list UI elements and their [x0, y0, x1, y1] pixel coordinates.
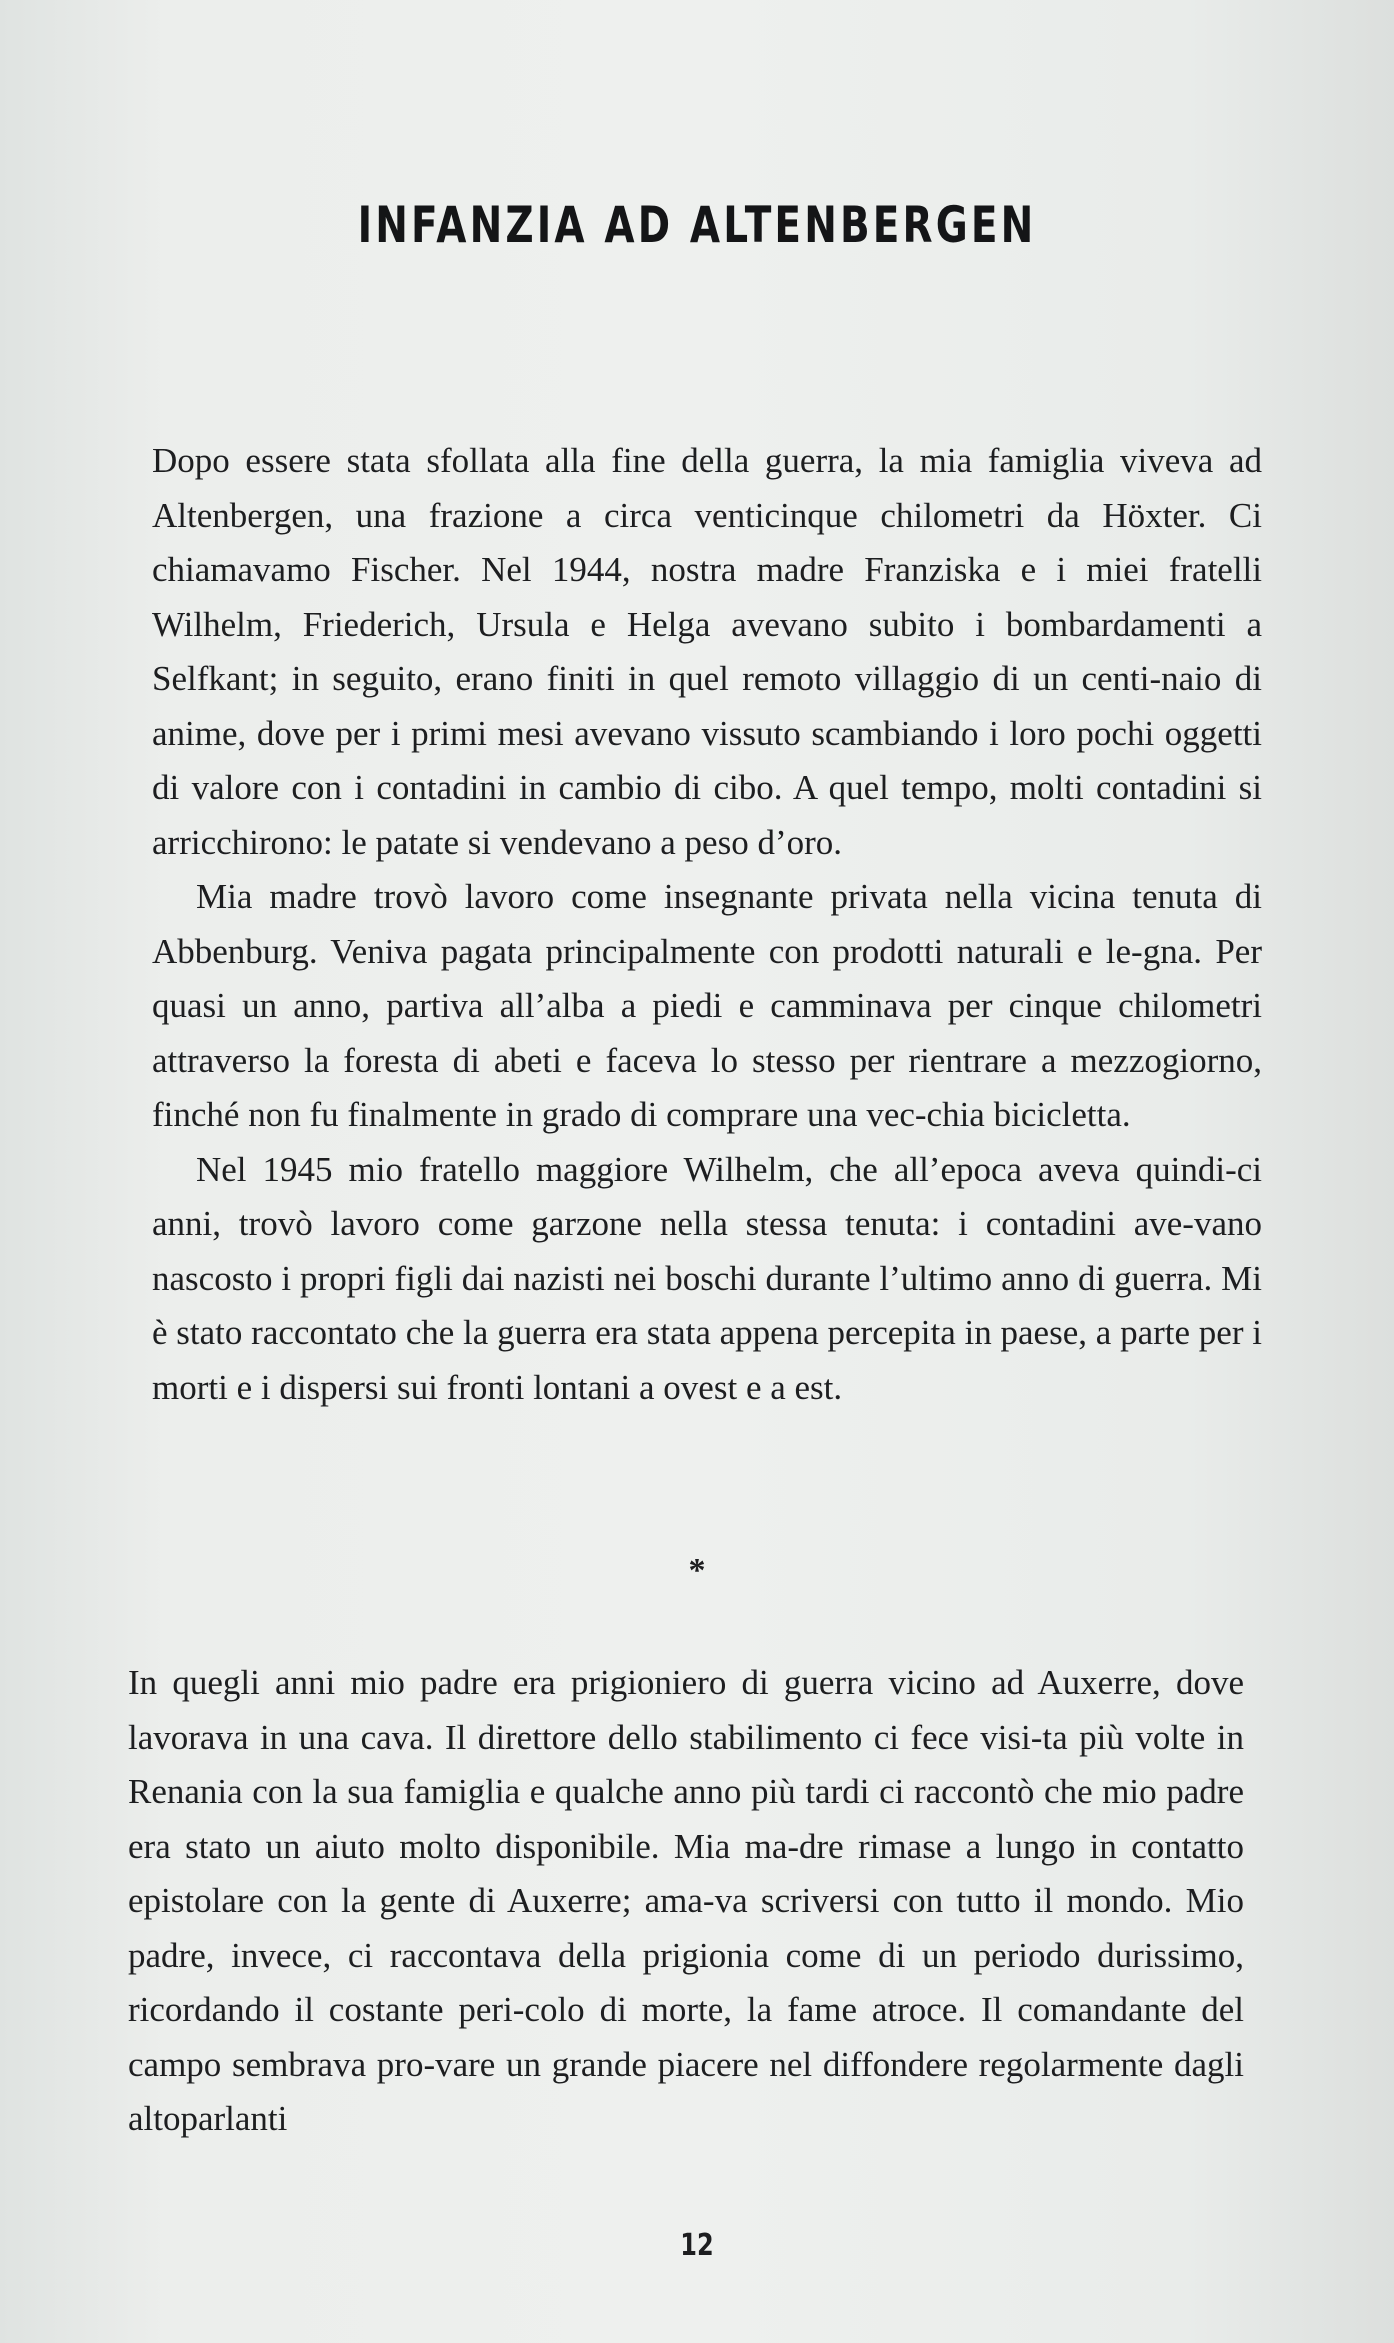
section-separator: * [688, 1552, 706, 1589]
chapter-title: INFANZIA AD ALTENBERGEN [357, 196, 1037, 254]
paragraph: Dopo essere stata sfollata alla fine della guerra, la mia famiglia viveva ad Altenbergen, una frazione a circa venticinque chilometri da Höxter. Ci chiamavamo Fischer. Nel 1944, nostra madre Franziska e i miei fratelli Wilhelm, Friederich, Ursula e Helga avevano subito i bombardamenti a Selfkant; in seguito, erano finiti in quel remoto villaggio di un centi-naio di anime, dove per i primi mesi avevano vissuto scambiando i loro pochi oggetti di valore con i contadini in cambio di cibo. A quel tempo, molti contadini si arricchirono: le patate si vendevano a peso d’oro. [152, 441, 1262, 862]
section-1-text [152, 434, 1262, 1415]
section-2-text [128, 1656, 1244, 2147]
page-number: 12 [680, 2228, 714, 2263]
paragraph: In quegli anni mio padre era prigioniero di guerra vicino ad Auxerre, dove lavorava in una cava. Il direttore dello stabilimento ci fece visi-ta più volte in Renania con la sua famiglia e qualche anno più tardi ci raccontò che mio padre era stato un aiuto molto disponibile. Mia ma-dre rimase a lungo in contatto epistolare con la gente di Auxerre; ama-va scriversi con tutto il mondo. Mio padre, invece, ci raccontava della prigionia come di un periodo durissimo, ricordando il costante peri-colo di morte, la fame atroce. Il comandante del campo sembrava pro-vare un grande piacere nel diffondere regolarmente dagli altoparlanti [128, 1663, 1244, 2138]
paragraph: Mia madre trovò lavoro come insegnante privata nella vicina tenuta di Abbenburg. Veniva pagata principalmente con prodotti naturali e le-gna. Per quasi un anno, partiva all’alba a piedi e camminava per cinque chilometri attraverso la foresta di abeti e faceva lo stesso per rientrare a mezzogiorno, finché non fu finalmente in grado di comprare una vec-chia bicicletta. [152, 877, 1262, 1134]
paragraph: Nel 1945 mio fratello maggiore Wilhelm, che all’epoca aveva quindi-ci anni, trovò lavoro come garzone nella stessa tenuta: i contadini ave-vano nascosto i propri figli dai nazisti nei boschi durante l’ultimo anno di guerra. Mi è stato raccontato che la guerra era stata appena percepita in paese, a parte per i morti e i dispersi sui fronti lontani a ovest e a est. [152, 1149, 1262, 1407]
